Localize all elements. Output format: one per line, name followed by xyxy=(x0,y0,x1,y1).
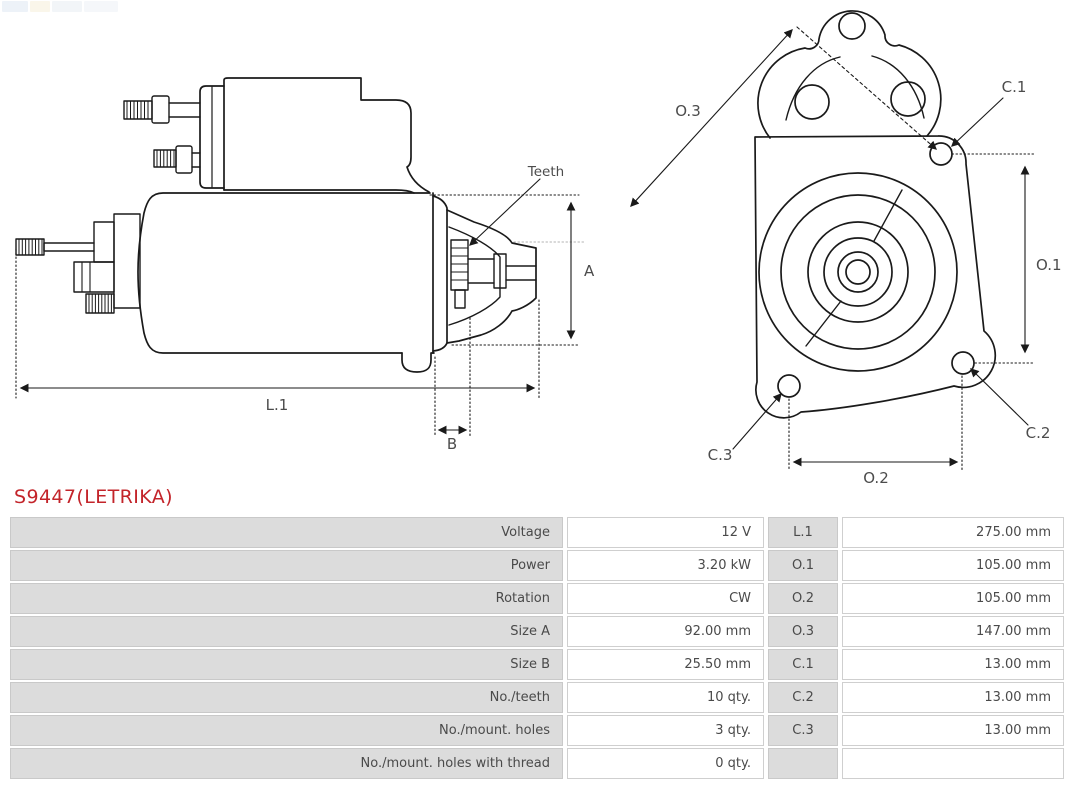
solenoid xyxy=(200,78,429,193)
spec-value: 105.00 mm xyxy=(842,583,1064,614)
spec-label: No./mount. holes with thread xyxy=(10,748,563,779)
spec-label: Rotation xyxy=(10,583,563,614)
dimension-c3-label: C.3 xyxy=(707,446,733,464)
solenoid-terminal-studs xyxy=(124,96,200,173)
spec-row xyxy=(10,583,1066,614)
spec-label: O.1 xyxy=(768,550,838,581)
part-number-title: S9447(LETRIKA) xyxy=(14,486,173,508)
dimension-c1-label: C.1 xyxy=(1001,78,1027,96)
spec-row xyxy=(10,748,1066,779)
rear-terminals xyxy=(16,214,140,313)
spec-row xyxy=(10,616,1066,647)
spec-label: O.3 xyxy=(768,616,838,647)
spec-value: 13.00 mm xyxy=(842,715,1064,746)
drive-end-housing xyxy=(433,193,536,353)
dimension-o2-label: O.2 xyxy=(863,469,889,486)
spec-label: C.2 xyxy=(768,682,838,713)
spec-label: Voltage xyxy=(10,517,563,548)
starter-side-view-drawing xyxy=(16,78,595,453)
dimension-b-label: B xyxy=(446,435,458,453)
housing-circles xyxy=(759,173,957,371)
spec-label: Size A xyxy=(10,616,563,647)
teeth-label: Teeth xyxy=(527,164,565,180)
spec-row xyxy=(10,715,1066,746)
spec-label: Power xyxy=(10,550,563,581)
spec-label xyxy=(768,748,838,779)
spec-value: 13.00 mm xyxy=(842,682,1064,713)
spec-value: 275.00 mm xyxy=(842,517,1064,548)
motor-body xyxy=(138,193,434,372)
dimension-c2-label: C.2 xyxy=(1025,424,1051,442)
spec-label: O.2 xyxy=(768,583,838,614)
hole-c2 xyxy=(952,352,974,374)
spec-value: CW xyxy=(567,583,764,614)
spec-value: 3.20 kW xyxy=(567,550,764,581)
spec-label: L.1 xyxy=(768,517,838,548)
spec-row xyxy=(10,649,1066,680)
spec-row xyxy=(10,517,1066,548)
spec-value: 3 qty. xyxy=(567,715,764,746)
spec-label: C.1 xyxy=(768,649,838,680)
spec-label: Size B xyxy=(10,649,563,680)
spec-table xyxy=(10,517,1066,779)
spec-value: 25.50 mm xyxy=(567,649,764,680)
spec-label: No./teeth xyxy=(10,682,563,713)
spec-value: 10 qty. xyxy=(567,682,764,713)
mounting-flange xyxy=(755,136,995,418)
spec-row xyxy=(10,682,1066,713)
solenoid-end-outline xyxy=(758,11,941,138)
spec-value xyxy=(842,748,1064,779)
spec-value: 12 V xyxy=(567,517,764,548)
dimension-o1-label: O.1 xyxy=(1036,256,1062,274)
spec-value: 147.00 mm xyxy=(842,616,1064,647)
dimension-a-label: A xyxy=(584,262,595,280)
dimension-l1-label: L.1 xyxy=(265,396,289,414)
spec-value: 13.00 mm xyxy=(842,649,1064,680)
spec-value: 105.00 mm xyxy=(842,550,1064,581)
spec-label: C.3 xyxy=(768,715,838,746)
starter-front-view-drawing xyxy=(631,11,1062,486)
spec-value: 92.00 mm xyxy=(567,616,764,647)
spec-row xyxy=(10,550,1066,581)
spec-label: No./mount. holes xyxy=(10,715,563,746)
dimension-o3-label: O.3 xyxy=(675,102,701,120)
spec-value: 0 qty. xyxy=(567,748,764,779)
